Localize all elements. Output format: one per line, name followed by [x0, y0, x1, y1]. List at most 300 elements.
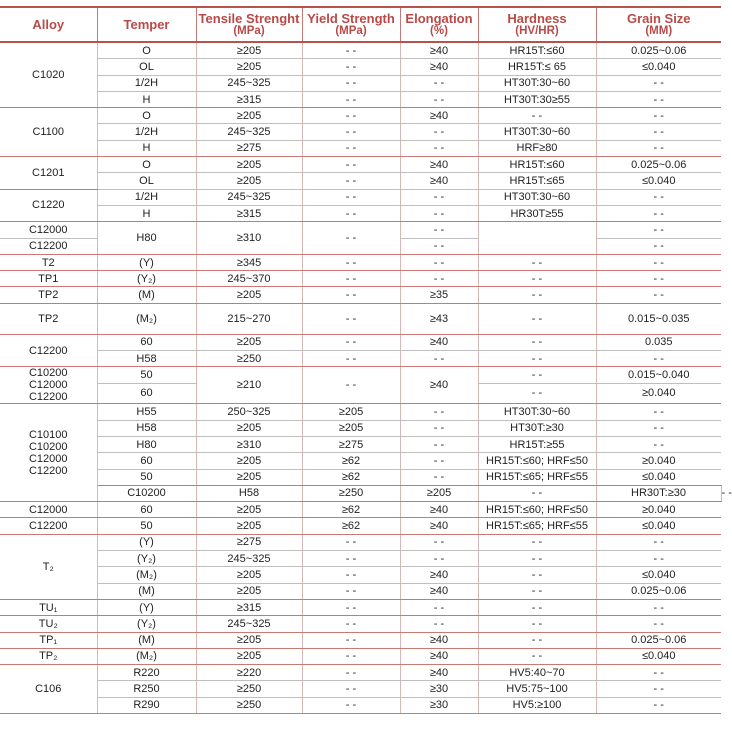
alloy-line: C12200	[28, 391, 68, 404]
cell-alloy: TU₂	[0, 616, 97, 632]
cell-tensile: ≥205	[196, 502, 302, 518]
alloy-line: C10200	[28, 440, 68, 453]
cell-alloy: C12000	[0, 502, 97, 518]
cell-temper: H58	[97, 351, 196, 367]
cell-alloy: T2	[0, 254, 97, 270]
cell-hardness: HT30T:30~60	[478, 124, 596, 140]
cell-tensile: ≥205	[196, 108, 302, 124]
cell-hardness: - -	[478, 367, 596, 383]
cell-grain: - -	[596, 271, 721, 287]
cell-elongation: - -	[400, 551, 478, 567]
cell-tensile: ≥205	[196, 334, 302, 350]
header-tensile-strength: Tensile Strenght (MPa)	[196, 7, 302, 42]
cell-elongation: - -	[400, 205, 478, 221]
table-row	[0, 189, 721, 205]
header-elongation: Elongation (%)	[400, 7, 478, 42]
cell-alloy: C12000	[0, 222, 97, 238]
cell-grain: - -	[596, 665, 721, 681]
cell-alloy: C12200	[0, 518, 97, 534]
cell-temper: (M₂)	[97, 648, 196, 664]
cell-tensile: ≥345	[196, 254, 302, 270]
table-row	[0, 616, 721, 632]
cell-yield: ≥205	[302, 420, 400, 436]
cell-temper: (Y)	[97, 534, 196, 550]
alloy-line: C10100	[28, 428, 68, 441]
cell-elongation: - -	[400, 189, 478, 205]
cell-elongation: ≥40	[400, 367, 478, 404]
cell-yield: - -	[302, 351, 400, 367]
cell-hardness: - -	[478, 334, 596, 350]
cell-grain: - -	[596, 205, 721, 221]
mechanical-properties-table	[0, 6, 732, 714]
cell-elongation: - -	[400, 222, 478, 238]
cell-hardness: HR30T≥55	[478, 205, 596, 221]
cell-tensile: 245~325	[196, 124, 302, 140]
cell-temper: H	[97, 91, 196, 107]
cell-temper: (Y₂)	[97, 551, 196, 567]
cell-tensile: ≥205	[196, 648, 302, 664]
cell-tensile: ≥315	[196, 599, 302, 615]
cell-hardness: HT30T:30≥55	[478, 91, 596, 107]
cell-elongation: - -	[400, 254, 478, 270]
cell-elongation: - -	[400, 404, 478, 420]
cell-tensile: ≥275	[196, 140, 302, 156]
cell-alloy: T₂	[0, 534, 97, 599]
cell-temper: 60	[97, 453, 196, 469]
cell-yield: - -	[302, 632, 400, 648]
cell-yield: - -	[302, 59, 400, 75]
cell-alloy: C1020	[0, 42, 97, 108]
cell-alloy: C106	[0, 665, 97, 714]
cell-hardness: - -	[478, 271, 596, 287]
cell-elongation: ≥40	[400, 648, 478, 664]
cell-tensile: ≥205	[196, 632, 302, 648]
cell-tensile: ≥210	[196, 367, 302, 404]
cell-temper: (M₂)	[97, 303, 196, 334]
cell-grain: - -	[596, 404, 721, 420]
cell-grain: - -	[596, 681, 721, 697]
cell-temper: 1/2H	[97, 189, 196, 205]
cell-temper: H58	[97, 420, 196, 436]
cell-yield: ≥205	[400, 485, 478, 501]
cell-elongation: ≥40	[400, 173, 478, 189]
table-row	[0, 222, 721, 238]
cell-hardness: - -	[478, 648, 596, 664]
table-header	[0, 7, 721, 42]
cell-elongation: ≥40	[400, 59, 478, 75]
cell-temper: OL	[97, 59, 196, 75]
cell-yield: - -	[302, 108, 400, 124]
cell-yield: ≥62	[302, 453, 400, 469]
cell-elongation: ≥40	[400, 42, 478, 59]
cell-temper: H80	[97, 222, 196, 255]
cell-temper: R290	[97, 697, 196, 713]
cell-temper: (M)	[97, 583, 196, 599]
cell-hardness: - -	[478, 254, 596, 270]
cell-tensile: ≥250	[196, 351, 302, 367]
cell-yield: - -	[302, 222, 400, 255]
cell-tensile: ≥205	[196, 420, 302, 436]
table-row	[0, 271, 721, 287]
cell-yield: ≥62	[302, 518, 400, 534]
table-row	[0, 469, 721, 485]
table-row	[0, 173, 721, 189]
table-row	[0, 91, 721, 107]
table-body	[0, 42, 732, 713]
cell-alloy: C1201	[0, 157, 97, 190]
cell-hardness: HRF≥80	[478, 140, 596, 156]
cell-grain: ≤0.040	[596, 59, 721, 75]
cell-temper: 50	[97, 367, 196, 383]
alloy-line: C12000	[28, 379, 68, 392]
cell-elongation: ≥40	[400, 334, 478, 350]
table-row	[0, 665, 721, 681]
cell-elongation: - -	[400, 91, 478, 107]
table-row	[0, 205, 721, 221]
cell-hardness: HR15T:≤ 65	[478, 59, 596, 75]
cell-hardness: HV5:40~70	[478, 665, 596, 681]
cell-grain: ≤0.040	[596, 469, 721, 485]
cell-elongation: ≥35	[400, 287, 478, 303]
cell-elongation: ≥40	[400, 502, 478, 518]
cell-alloy: C12200	[0, 334, 97, 367]
cell-alloy: C1220	[0, 189, 97, 222]
cell-grain: ≥0.040	[596, 383, 721, 404]
cell-grain: 0.025~0.06	[596, 157, 721, 173]
table-row	[0, 551, 721, 567]
cell-tensile: ≥205	[196, 567, 302, 583]
cell-grain: - -	[596, 420, 721, 436]
table-row	[0, 599, 721, 615]
cell-temper: O	[97, 157, 196, 173]
cell-tensile: ≥310	[196, 436, 302, 452]
cell-yield: - -	[302, 534, 400, 550]
cell-tensile: ≥205	[196, 42, 302, 59]
table-row	[0, 534, 721, 550]
table-row	[0, 59, 721, 75]
cell-elongation: - -	[400, 124, 478, 140]
cell-grain: 0.035	[596, 334, 721, 350]
cell-tensile: ≥315	[196, 205, 302, 221]
cell-elongation: ≥40	[400, 583, 478, 599]
cell-tensile: ≥315	[196, 91, 302, 107]
cell-grain: - -	[596, 351, 721, 367]
cell-alloy: C10200	[97, 485, 196, 501]
cell-grain: - -	[596, 534, 721, 550]
cell-yield: ≥205	[302, 404, 400, 420]
alloy-line: C12000	[28, 452, 68, 465]
header-grain-size: Grain Size (MM)	[596, 7, 721, 42]
cell-yield: - -	[302, 334, 400, 350]
cell-tensile: ≥205	[196, 453, 302, 469]
cell-grain: 0.015~0.035	[596, 303, 721, 334]
cell-temper: (Y)	[97, 599, 196, 615]
cell-tensile: ≥250	[196, 697, 302, 713]
cell-hardness: HV5:75~100	[478, 681, 596, 697]
table-row	[0, 140, 721, 156]
cell-yield: - -	[302, 697, 400, 713]
cell-hardness: - -	[478, 616, 596, 632]
cell-hardness: - -	[478, 551, 596, 567]
cell-temper: H	[97, 140, 196, 156]
cell-elongation: ≥40	[400, 632, 478, 648]
cell-yield: - -	[302, 42, 400, 59]
cell-hardness: - -	[478, 567, 596, 583]
cell-elongation: ≥40	[400, 157, 478, 173]
cell-yield: - -	[302, 583, 400, 599]
table-row	[0, 567, 721, 583]
cell-grain: ≥0.040	[596, 453, 721, 469]
table-row	[0, 404, 721, 420]
cell-elongation: - -	[400, 436, 478, 452]
cell-alloy: TU₁	[0, 599, 97, 615]
cell-tensile: ≥205	[196, 59, 302, 75]
cell-tensile: ≥205	[196, 583, 302, 599]
cell-hardness: HR15T:≤65; HRF≤55	[478, 518, 596, 534]
cell-grain: - -	[596, 287, 721, 303]
cell-hardness: - -	[478, 534, 596, 550]
cell-yield: - -	[302, 205, 400, 221]
cell-elongation: ≥43	[400, 303, 478, 334]
cell-temper: (M)	[97, 287, 196, 303]
header-temper: Temper	[97, 7, 196, 42]
cell-grain: ≤0.040	[596, 173, 721, 189]
cell-grain: - -	[596, 124, 721, 140]
cell-tensile: 245~325	[196, 616, 302, 632]
cell-grain: - -	[596, 140, 721, 156]
table-row	[0, 287, 721, 303]
cell-hardness: HR15T:≤65; HRF≤55	[478, 469, 596, 485]
cell-elongation: - -	[400, 140, 478, 156]
cell-temper: H	[97, 205, 196, 221]
cell-tensile: 245~325	[196, 75, 302, 91]
table-row	[0, 157, 721, 173]
cell-hardness: HT30T:≥30	[478, 420, 596, 436]
table-row	[0, 436, 721, 452]
cell-grain: 0.025~0.06	[596, 583, 721, 599]
table-row	[0, 681, 721, 697]
cell-temper: (Y₂)	[97, 616, 196, 632]
cell-tensile: ≥310	[196, 222, 302, 255]
cell-elongation: - -	[400, 534, 478, 550]
table-row	[0, 334, 721, 350]
cell-grain: - -	[596, 91, 721, 107]
table-row	[0, 648, 721, 664]
cell-alloy: TP1	[0, 271, 97, 287]
cell-temper: 50	[97, 469, 196, 485]
cell-yield: - -	[302, 367, 400, 404]
cell-grain: - -	[596, 108, 721, 124]
cell-yield: ≥62	[302, 502, 400, 518]
cell-tensile: ≥250	[302, 485, 400, 501]
cell-tensile: 245~370	[196, 271, 302, 287]
cell-tensile: 215~270	[196, 303, 302, 334]
cell-tensile: 245~325	[196, 189, 302, 205]
table-row: C10200 H58 ≥250 ≥205 - - HR30T:≥30 - -	[0, 485, 721, 501]
cell-grain: - -	[596, 616, 721, 632]
table-row	[0, 42, 721, 59]
cell-yield: - -	[302, 173, 400, 189]
cell-hardness: HR15T:≤60	[478, 42, 596, 59]
table-row	[0, 518, 721, 534]
cell-temper: (Y)	[97, 254, 196, 270]
table-row	[0, 632, 721, 648]
table-row	[0, 124, 721, 140]
cell-alloy: TP2	[0, 303, 97, 334]
cell-temper: 60	[97, 334, 196, 350]
table-row	[0, 697, 721, 713]
cell-hardness: - -	[478, 632, 596, 648]
cell-tensile: ≥250	[196, 681, 302, 697]
cell-yield: - -	[302, 287, 400, 303]
cell-tensile: ≥205	[196, 157, 302, 173]
cell-hardness: - -	[478, 303, 596, 334]
cell-temper: H55	[97, 404, 196, 420]
header-alloy: Alloy	[0, 7, 97, 42]
header-yield-strength: Yield Strength (MPa)	[302, 7, 400, 42]
cell-hardness	[478, 222, 596, 255]
cell-temper: (M₂)	[97, 567, 196, 583]
cell-temper: O	[97, 42, 196, 59]
cell-hardness: HR30T:≥30	[596, 485, 721, 501]
cell-tensile: ≥275	[196, 534, 302, 550]
cell-hardness: - -	[478, 351, 596, 367]
cell-tensile: ≥205	[196, 173, 302, 189]
cell-elongation: - -	[400, 351, 478, 367]
cell-elongation: ≥30	[400, 681, 478, 697]
cell-elongation: - -	[400, 238, 478, 254]
table-row	[0, 453, 721, 469]
cell-hardness: - -	[478, 108, 596, 124]
cell-hardness: HR15T:≤65	[478, 173, 596, 189]
cell-temper: (M)	[97, 632, 196, 648]
cell-yield: ≥62	[302, 469, 400, 485]
table-row	[0, 420, 721, 436]
cell-grain: ≥0.040	[596, 502, 721, 518]
cell-tensile: ≥205	[196, 518, 302, 534]
cell-temper: H58	[196, 485, 302, 501]
cell-temper: H80	[97, 436, 196, 452]
cell-yield: ≥275	[302, 436, 400, 452]
cell-yield: - -	[302, 254, 400, 270]
cell-elongation: - -	[400, 469, 478, 485]
cell-grain: - -	[596, 551, 721, 567]
cell-hardness: HR15T:≥55	[478, 436, 596, 452]
cell-yield: - -	[302, 271, 400, 287]
cell-hardness: HT30T:30~60	[478, 189, 596, 205]
cell-grain: - -	[596, 254, 721, 270]
cell-yield: - -	[302, 567, 400, 583]
cell-grain: - -	[596, 599, 721, 615]
cell-grain: 0.025~0.06	[596, 42, 721, 59]
cell-alloy: TP₂	[0, 648, 97, 664]
table-row	[0, 502, 721, 518]
cell-grain: - -	[596, 75, 721, 91]
cell-temper: OL	[97, 173, 196, 189]
cell-grain: ≤0.040	[596, 567, 721, 583]
cell-yield: - -	[302, 303, 400, 334]
cell-elongation: ≥30	[400, 697, 478, 713]
cell-elongation: - -	[400, 599, 478, 615]
cell-hardness: HR15T:≤60; HRF≤50	[478, 502, 596, 518]
table-row	[0, 108, 721, 124]
cell-yield: - -	[302, 665, 400, 681]
cell-grain: - -	[596, 697, 721, 713]
cell-hardness: HT30T:30~60	[478, 75, 596, 91]
cell-elongation: ≥40	[400, 518, 478, 534]
table-row	[0, 367, 721, 383]
cell-elongation: ≥40	[400, 567, 478, 583]
cell-hardness: - -	[478, 583, 596, 599]
cell-grain: 0.015~0.040	[596, 367, 721, 383]
cell-alloy: C1100	[0, 108, 97, 157]
cell-alloy: TP₁	[0, 632, 97, 648]
cell-elongation: - -	[400, 75, 478, 91]
cell-hardness: - -	[478, 599, 596, 615]
alloy-line: C12200	[28, 464, 68, 477]
cell-yield: - -	[302, 157, 400, 173]
cell-alloy	[0, 367, 97, 404]
cell-elongation: ≥40	[400, 665, 478, 681]
cell-elongation: - -	[400, 616, 478, 632]
cell-yield: - -	[302, 616, 400, 632]
cell-alloy	[0, 404, 97, 502]
cell-elongation: ≥40	[400, 108, 478, 124]
cell-hardness: HV5:≥100	[478, 697, 596, 713]
table-row	[0, 254, 721, 270]
cell-yield: - -	[302, 681, 400, 697]
cell-temper: 60	[97, 383, 196, 404]
cell-yield: - -	[302, 75, 400, 91]
cell-elongation: - -	[400, 271, 478, 287]
cell-yield: - -	[302, 124, 400, 140]
cell-grain: - -	[596, 222, 721, 238]
cell-tensile: ≥220	[196, 665, 302, 681]
cell-elongation: - -	[400, 420, 478, 436]
cell-temper: R220	[97, 665, 196, 681]
cell-tensile: 250~325	[196, 404, 302, 420]
header-hardness: Hardness (HV/HR)	[478, 7, 596, 42]
cell-yield: - -	[302, 599, 400, 615]
table-row	[0, 75, 721, 91]
cell-temper: 1/2H	[97, 124, 196, 140]
cell-temper: 50	[97, 518, 196, 534]
cell-yield: - -	[302, 140, 400, 156]
table-row	[0, 351, 721, 367]
cell-yield: - -	[302, 91, 400, 107]
cell-yield: - -	[302, 551, 400, 567]
cell-temper: R250	[97, 681, 196, 697]
table-row	[0, 303, 721, 334]
cell-temper: O	[97, 108, 196, 124]
cell-hardness: HR15T:≤60	[478, 157, 596, 173]
cell-yield: - -	[302, 648, 400, 664]
cell-alloy: C12200	[0, 238, 97, 254]
cell-hardness: - -	[478, 383, 596, 404]
cell-grain: ≤0.040	[596, 518, 721, 534]
cell-temper: (Y₂)	[97, 271, 196, 287]
cell-grain: - -	[596, 238, 721, 254]
cell-grain: 0.025~0.06	[596, 632, 721, 648]
table-row	[0, 583, 721, 599]
cell-elongation: - -	[400, 453, 478, 469]
cell-yield: - -	[302, 189, 400, 205]
cell-tensile: ≥205	[196, 287, 302, 303]
cell-hardness: HR15T:≤60; HRF≤50	[478, 453, 596, 469]
cell-grain: - -	[596, 436, 721, 452]
cell-temper: 60	[97, 502, 196, 518]
cell-grain: - -	[596, 189, 721, 205]
